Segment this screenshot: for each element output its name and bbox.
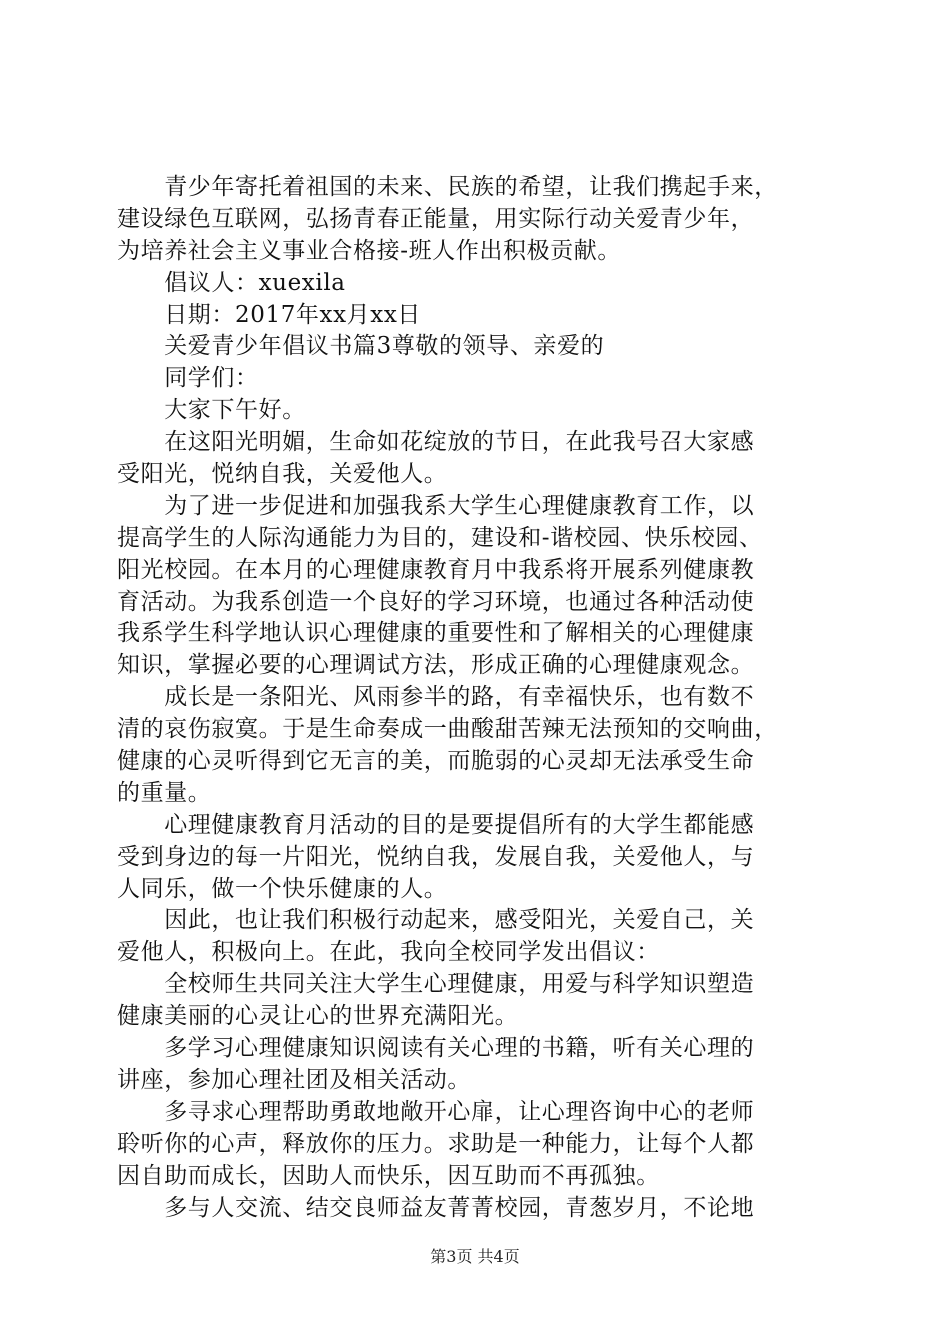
text-line: 爱他人，积极向上。在此，我向全校同学发出倡议： bbox=[117, 939, 660, 966]
text-line: 大家下午好。 bbox=[117, 397, 306, 424]
text-line: 受到身边的每一片阳光，悦纳自我，发展自我，关爱他人，与 bbox=[117, 843, 755, 870]
text-line: 阳光校园。在本月的心理健康教育月中我系将开展系列健康教 bbox=[117, 556, 755, 583]
text-line: 提高学生的人际沟通能力为目的，建设和-谐校园、快乐校园、 bbox=[117, 524, 763, 551]
text-line: 为培养社会主义事业合格接-班人作出积极贡献。 bbox=[117, 237, 621, 264]
text-line: 多与人交流、结交良师益友菁菁校园，青葱岁月，不论地 bbox=[117, 1194, 755, 1221]
text-line: 受阳光，悦纳自我，关爱他人。 bbox=[117, 461, 448, 488]
text-line: 健康的心灵听得到它无言的美，而脆弱的心灵却无法承受生命 bbox=[117, 748, 755, 775]
text-line: 聆听你的心声，释放你的压力。求助是一种能力，让每个人都 bbox=[117, 1130, 755, 1157]
text-line: 为了进一步促进和加强我系大学生心理健康教育工作，以 bbox=[117, 492, 755, 519]
text-line: 育活动。为我系创造一个良好的学习环境，也通过各种活动使 bbox=[117, 588, 755, 615]
text-line: 全校师生共同关注大学生心理健康，用爱与科学知识塑造 bbox=[117, 971, 755, 998]
page-number: 第3页 共4页 bbox=[430, 1247, 520, 1266]
text-line: 青少年寄托着祖国的未来、民族的希望，让我们携起手来， bbox=[117, 174, 778, 200]
text-line: 成长是一条阳光、风雨参半的路，有幸福快乐，也有数不 bbox=[117, 684, 755, 711]
text-line: 关爱青少年倡议书篇3尊敬的领导、亲爱的 bbox=[117, 333, 605, 360]
text-line: 讲座，参加心理社团及相关活动。 bbox=[117, 1066, 471, 1093]
text-line: 建设绿色互联网，弘扬青春正能量，用实际行动关爱青少年， bbox=[117, 205, 755, 232]
text-line: 在这阳光明媚，生命如花绽放的节日，在此我号召大家感 bbox=[117, 429, 755, 456]
text-line: 因自助而成长，因助人而快乐，因互助而不再孤独。 bbox=[117, 1162, 660, 1189]
text-line: 日期：2017年xx月xx日 bbox=[117, 301, 422, 328]
text-line: 因此，也让我们积极行动起来，感受阳光，关爱自己，关 bbox=[117, 907, 755, 934]
text-line: 同学们： bbox=[117, 365, 259, 392]
document-body bbox=[117, 172, 837, 1224]
text-line: 多寻求心理帮助勇敢地敞开心扉，让心理咨询中心的老师 bbox=[117, 1098, 755, 1125]
text-line: 心理健康教育月活动的目的是要提倡所有的大学生都能感 bbox=[117, 811, 755, 838]
text-line: 人同乐，做一个快乐健康的人。 bbox=[117, 875, 448, 902]
text-line: 清的哀伤寂寞。于是生命奏成一曲酸甜苦辣无法预知的交响曲， bbox=[117, 716, 778, 743]
text-line: 健康美丽的心灵让心的世界充满阳光。 bbox=[117, 1003, 519, 1030]
text-line: 多学习心理健康知识阅读有关心理的书籍，听有关心理的 bbox=[117, 1035, 755, 1062]
text-line: 的重量。 bbox=[117, 779, 212, 806]
text-line: 我系学生科学地认识心理健康的重要性和了解相关的心理健康 bbox=[117, 620, 755, 647]
text-line: 倡议人：xuexila bbox=[117, 269, 346, 296]
text-line: 知识，掌握必要的心理调试方法，形成正确的心理健康观念。 bbox=[117, 652, 755, 679]
